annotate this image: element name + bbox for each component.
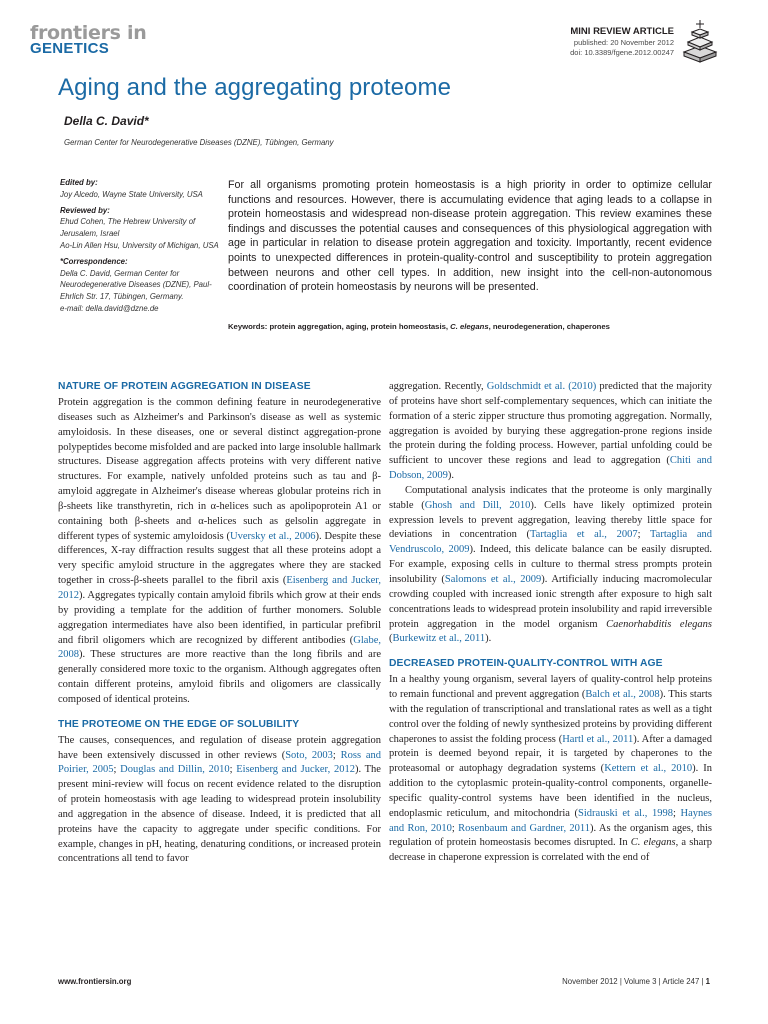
section-heading: NATURE OF PROTEIN AGGREGATION IN DISEASE (58, 381, 311, 392)
affiliation: German Center for Neurodegenerative Diseases (DZNE), Tübingen, Germany (64, 138, 334, 147)
citation-link[interactable]: Goldschmidt et al. (2010) (486, 381, 597, 392)
text-run: ). After a damaged protein is deemed beyond repair, it is targeted by chaperones to the proteasomal or autophagy degradation systems ( (389, 733, 712, 775)
citation-link[interactable]: Uversky et al., 2006 (230, 530, 316, 542)
citation-link[interactable]: Kettern et al., 2010 (604, 763, 693, 775)
citation-link[interactable]: Ghosh and Dill, 2010 (424, 499, 531, 511)
text-run: ; (451, 822, 459, 834)
text-run: ; (229, 764, 237, 776)
edited-by-label: Edited by: (60, 178, 98, 187)
text-run: , a sharp decrease in chaperone expression is correlated with the end of (389, 837, 713, 864)
body-paragraph (389, 380, 712, 484)
keywords-list: protein aggregation, aging, protein homeostasis, (269, 322, 448, 331)
text-run: ). These structures are more reactive than the long fibrils and are generally considered more toxic to the organism. Although aggregates often contain different proteins, amyloid fibrils and oligomers are classically composed of identical proteins. (58, 649, 381, 705)
doi[interactable]: doi: 10.3389/fgene.2012.00247 (570, 48, 674, 57)
text-run: ; (113, 764, 121, 776)
body-paragraph (58, 396, 381, 708)
text-run: ). As the organism ages, this regulation of protein homeostasis becomes disrupted. In (389, 822, 712, 849)
text-run: Computational analysis indicates that the proteome is only marginally stable ( (389, 484, 712, 511)
keywords (228, 322, 712, 331)
text-run: ). Despite these differences, X-ray diffraction results suggest that all these proteins adopt a very specific amyloid structure in the aggregates where they are stacked together in cross-β-sheets parallel to the fibril axis ( (58, 530, 381, 587)
footer-issue: November 2012 | Volume 3 | Article 247 | (562, 977, 704, 986)
text-run: ). Cells have likely optimized protein expression levels to prevent aggregation, leaving thereby little space for deviations in concentration ( (389, 499, 712, 541)
citation-link[interactable]: Burkewitz et al., 2011 (392, 633, 486, 645)
citation-link[interactable]: Eisenberg and Jucker, 2012 (58, 575, 381, 601)
body-paragraph (389, 484, 712, 647)
stacked-layers-icon (680, 18, 720, 64)
body-paragraph (58, 734, 381, 868)
text-run: predicted that the majority of proteins have short self-complementary sequences, which can initiate the formation of a steric zipper structure thus promoting aggregation. Normally, aggregation is avoided by burying these aggregation-prone regions inside the protein during the folding process. However, partial unfolding could be sufficient to uncover these regions and lead to aggregation ( (389, 381, 713, 467)
footer-website[interactable]: www.frontiersin.org (58, 977, 132, 986)
correspondence-label: *Correspondence: (60, 256, 128, 266)
citation-link[interactable]: Douglas and Dillin, 2010 (120, 764, 230, 776)
text-run: ). Aggregates typically contain amyloid fibrils which grow at their ends by providing a template for the addition of further monomers. Soluble aggregation intermediates have also been identified, in particular prefibril and fibril oligomers which are recognized by different antibodies ( (58, 589, 381, 646)
text-run: ; (672, 807, 681, 819)
text-run: ). Indeed, this delicate balance can be easily disrupted. For example, exposing cells in culture to thermal stress prompts protein insolubility ( (389, 544, 712, 585)
citation-link[interactable]: Ross and Poirier, 2005 (58, 749, 381, 776)
journal-logo-line2: GENETICS (30, 40, 110, 57)
citation-link[interactable]: Glabe, 2008 (58, 634, 381, 661)
abstract: For all organisms promoting protein homeostasis is a high priority in order to optimize cellular functions and resources. However, there is accumulating evidence that aging leads to a collapse in protein homeostasis and widespread non-disease protein aggregation. This review examines these findings and discusses the potential causes and consequences of this physiological aggregation with age in particular in relation to disease protein aggregation and toxicity. Importantly, recent evidence points to unexpected differences in protein-quality-control and susceptibility to protein aggregation between neurons and other cell types. In addition, new insight into the cell-non-autonomous coordination of protein homeostasis by neurons will be presented. (228, 179, 712, 294)
body-paragraph (389, 673, 712, 866)
correspondence-address: Della C. David, German Center for Neurodegenerative Diseases (DZNE), Paul-Ehrlich Str. 17, Tübingen, Germany. (60, 268, 212, 302)
citation-link[interactable]: Rosenbaum and Gardner, 2011 (458, 822, 591, 834)
section-heading: DECREASED PROTEIN-QUALITY-CONTROL WITH AGE (389, 658, 663, 670)
left-column (58, 380, 381, 867)
citation-link[interactable]: Tartaglia and Vendruscolo, 2009 (389, 529, 712, 556)
text-run: ; (332, 749, 341, 761)
citation-link[interactable]: Sidrauski et al., 1998 (578, 807, 673, 819)
footer-citation (562, 977, 710, 986)
species-name: Caenorhabditis elegans (606, 618, 712, 630)
keywords-list-end: , neurodegeneration, chaperones (488, 322, 610, 331)
reviewer-2: Ao-Lin Allen Hsu, University of Michigan, USA (60, 240, 219, 250)
text-run: The causes, consequences, and regulation of disease protein aggregation have been extensively discussed in other reviews ( (58, 734, 381, 761)
article-type: MINI REVIEW ARTICLE (570, 26, 674, 37)
citation-link[interactable]: Haynes and Ron, 2010 (389, 807, 713, 834)
journal-logo-line1: frontiers in (30, 22, 147, 44)
text-run: In a healthy young organism, several layers of quality-control help proteins to remain functional and prevent aggregation ( (389, 674, 712, 701)
citation-link[interactable]: Soto, 2003 (285, 749, 333, 761)
text-run: ). This starts with the regulation of transcriptional and translational rates as well as a tight control over the folding of newly synthesized proteins by providing different chaperones to assist the folding process ( (389, 689, 712, 745)
published-date: published: 20 November 2012 (573, 38, 674, 47)
right-column (389, 380, 712, 866)
text-run: Protein aggregation is the common defining feature in neurodegenerative diseases such as Alzheimer's and Parkinson's disease as well as systemic amyloidosis. In these diseases, one or several distinct aggregation-prone polypeptides become misfolded and are packed into large insoluble hallmark structures. Disease aggregation affects proteins with very different native structures. For example, natively unfolded proteins such as tau and β-amyloid aggregate in Alzheimer's disease whereas globular proteins rich in β-sheets like transthyretin, rich in α-helices such as apolipoprotein A1 or containing both β-sheets and α-helices such as gelsolin aggregate in different types of systemic amyloidosis ( (58, 397, 381, 542)
citation-link[interactable]: Salomons et al., 2009 (444, 573, 542, 585)
text-run: ). (447, 470, 455, 482)
text-run: ( (389, 633, 393, 645)
author-name[interactable]: Della C. David* (64, 114, 149, 128)
section-heading: THE PROTEOME ON THE EDGE OF SOLUBILITY (58, 718, 300, 730)
citation-link[interactable]: Hartl et al., 2011 (562, 733, 634, 745)
text-run: ). (485, 633, 492, 645)
text-run: aggregation. Recently, (389, 381, 487, 392)
text-run: ; (637, 529, 650, 541)
citation-link[interactable]: Eisenberg and Jucker, 2012 (236, 764, 355, 776)
text-run: ). The present mini-review will focus on recent evidence related to the disruption of protein homeostasis with age leading to widespread protein insolubility and aggregation in the absence of disease. Indeed, it is predicted that all proteins have the capacity to aggregate under specific conditions. For example, changes in pH, heating, denaturing conditions, or increased protein concentrations all tend to favor (58, 764, 381, 865)
article-title: Aging and the aggregating proteome (58, 74, 452, 101)
edited-by: Joy Alcedo, Wayne State University, USA (60, 189, 203, 199)
text-run: ). In addition to the cytoplasmic protein-quality-control components, organelle-specific quality-control systems have been identified in the nucleus, endoplasmic reticulum, and mitochondria ( (389, 763, 713, 819)
citation-link[interactable]: Balch et al., 2008 (585, 689, 660, 701)
reviewer-1: Ehud Cohen, The Hebrew University of Jerusalem, Israel (60, 217, 196, 239)
editorial-sidebar (60, 177, 220, 315)
page-number: 1 (705, 977, 710, 986)
keywords-label: Keywords: (228, 322, 268, 331)
correspondence-email[interactable]: e-mail: della.david@dzne.de (60, 303, 159, 313)
keywords-italic: C. elegans (450, 322, 489, 331)
text-run: ). Artificially inducing macromolecular crowding coupled with increased ionic strength after exposure to high salt concentrations leads to widespread protein insolubility and rapid irreversible protein aggregation in the model organism (389, 573, 713, 630)
journal-logo[interactable] (30, 22, 170, 58)
citation-link[interactable]: Chiti and Dobson, 2009 (389, 455, 712, 482)
species-name: C. elegans (630, 837, 676, 849)
citation-link[interactable]: Tartaglia et al., 2007 (529, 529, 638, 541)
reviewed-by-label: Reviewed by: (60, 205, 110, 215)
